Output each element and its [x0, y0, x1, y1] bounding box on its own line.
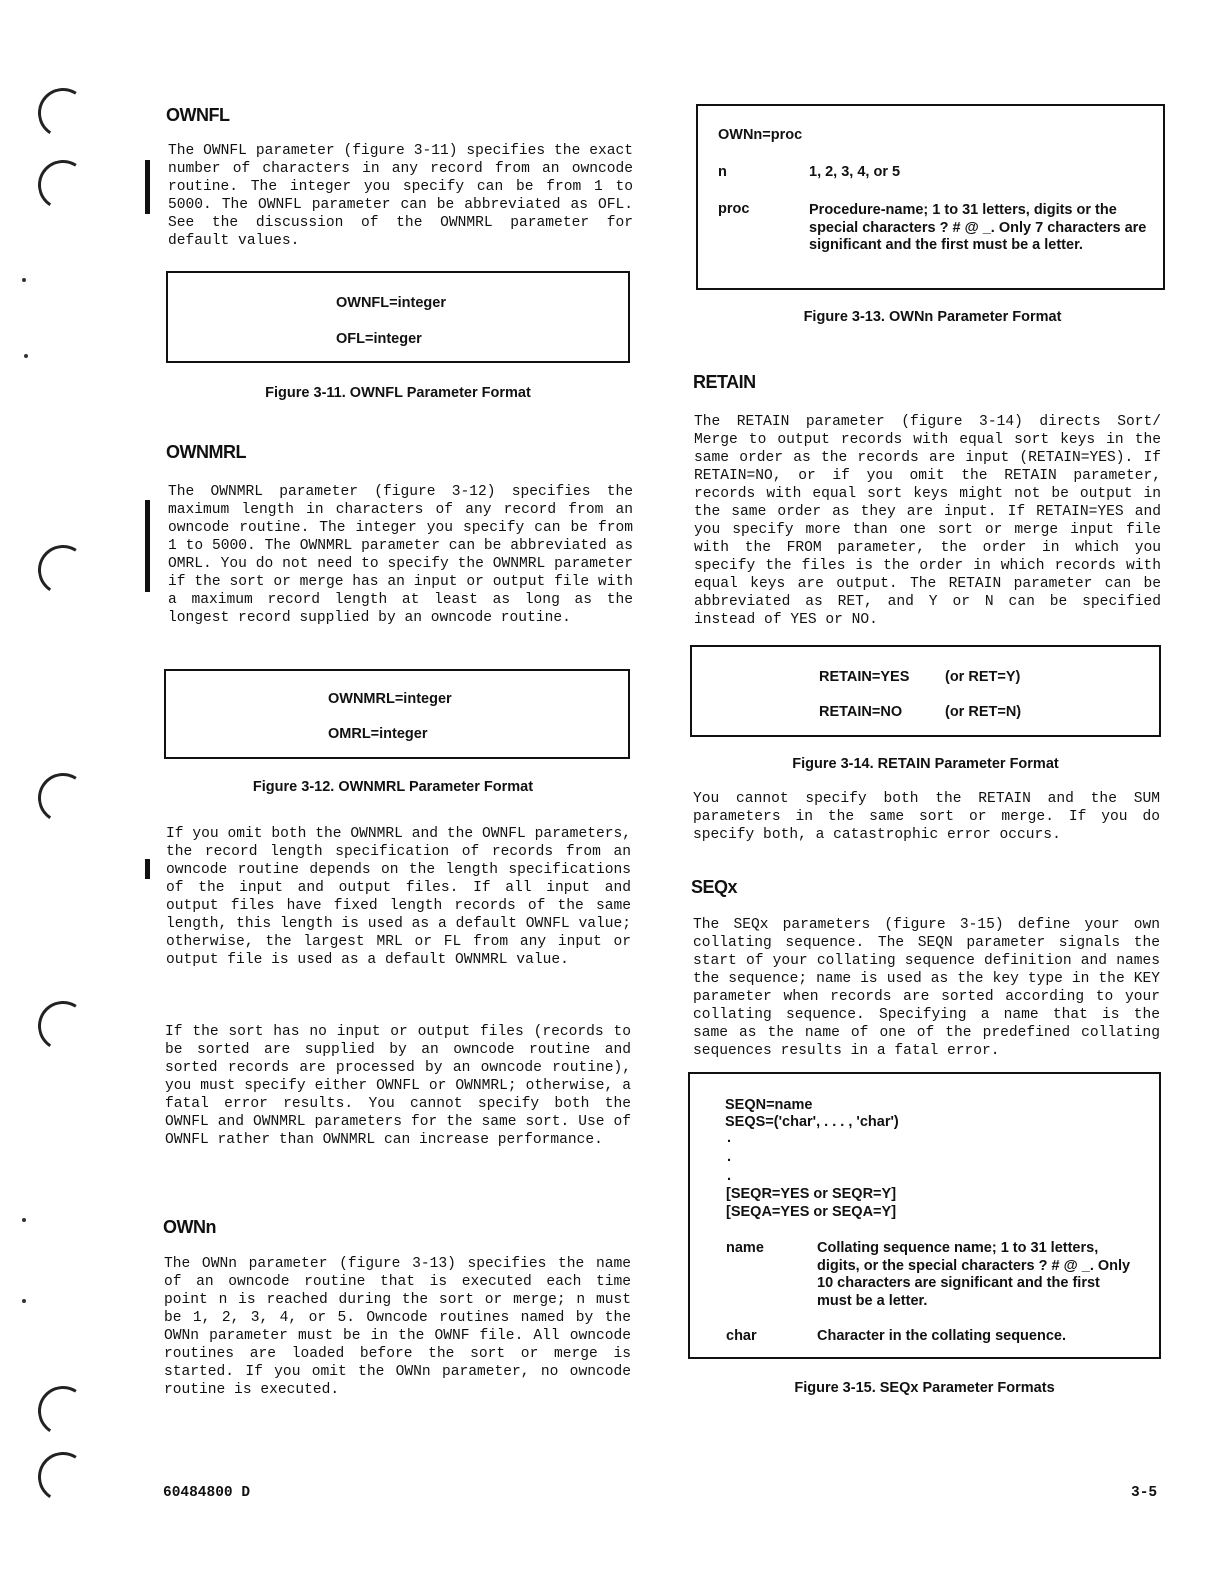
punch-hole-mark	[33, 155, 92, 214]
n-description: 1, 2, 3, 4, or 5	[809, 164, 901, 180]
punch-hole-mark	[33, 1381, 92, 1440]
margin-dot	[24, 354, 28, 358]
margin-dot	[22, 278, 26, 282]
figure-3-13-caption: Figure 3-13. OWNn Parameter Format	[803, 309, 1062, 325]
name-description: Collating sequence name; 1 to 31 letters, digits, or the special characters ? # @ _. Only 10 characters are significant and the first must be a letter.	[817, 1240, 1131, 1309]
seqx-heading: SEQx	[691, 877, 738, 897]
ownmrl-heading: OWNMRL	[166, 442, 246, 462]
continuation-dot: .	[727, 1149, 732, 1165]
proc-label: proc	[718, 201, 750, 217]
ownfl-format-line: OWNFL=integer	[336, 295, 446, 311]
ownfl-paragraph: The OWNFL parameter (figure 3-11) specifies the exact number of characters in any record from an owncode routine. The integer you specify can be from 1 to 5000. The OWNFL parameter can be abbreviated as OFL. See the discussion of the OWNMRL parameter for default values.	[168, 143, 633, 249]
char-description: Character in the collating sequence.	[817, 1328, 1066, 1344]
change-bar	[145, 859, 150, 879]
ownmrl-paragraph-2: If you omit both the OWNMRL and the OWNFL parameters, the record length specification of records from an owncode routine depends on the length specifications of the input and output files. If all input and output files have fixed length records of the same length, this length is used as a default OWNFL value; otherwise, the largest MRL or FL from any input or output file is used as a default OWNMRL value.	[166, 826, 631, 968]
figure-3-14-caption: Figure 3-14. RETAIN Parameter Format	[792, 756, 1059, 772]
margin-dot	[22, 1299, 26, 1303]
n-label: n	[718, 164, 727, 180]
ofl-format-line: OFL=integer	[336, 331, 422, 347]
omrl-format-line: OMRL=integer	[328, 726, 428, 742]
seqr-format-line: [SEQR=YES or SEQR=Y]	[726, 1186, 897, 1202]
ownmrl-paragraph-3: If the sort has no input or output files (records to be sorted are supplied by an owncode routine and sorted records are processed by an owncode routine), you must specify either OWNFL or OWNMRL; otherwise, a fatal error results. You cannot specify both the OWNFL and OWNMRL parameters for the same sort. Use of OWNFL rather than OWNMRL can increase performance.	[165, 1024, 631, 1148]
figure-3-12-caption: Figure 3-12. OWNMRL Parameter Format	[252, 779, 534, 795]
seqn-format-line: SEQN=name	[725, 1097, 813, 1113]
seqa-format-line: [SEQA=YES or SEQA=Y]	[726, 1204, 897, 1220]
seqs-format-line: SEQS=('char', . . . , 'char')	[725, 1114, 899, 1130]
continuation-dot: .	[727, 1130, 732, 1146]
punch-hole-mark	[33, 1447, 92, 1506]
change-bar	[145, 160, 150, 214]
punch-hole-mark	[33, 540, 92, 599]
retain-no-line: RETAIN=NO	[819, 704, 903, 720]
figure-3-11-caption: Figure 3-11. OWNFL Parameter Format	[265, 385, 531, 401]
continuation-dot: .	[727, 1168, 732, 1184]
ownn-format-line: OWNn=proc	[718, 127, 803, 143]
proc-description: Procedure-name; 1 to 31 letters, digits or the special characters ? # @ _. Only 7 characters are significant and the first must be a letter.	[809, 202, 1147, 253]
retain-paragraph-2: You cannot specify both the RETAIN and the SUM parameters in the same sort or merge. If you do specify both, a catastrophic error occurs.	[693, 791, 1160, 843]
change-bar	[145, 500, 150, 592]
figure-3-15-box	[688, 1072, 1161, 1359]
ownmrl-format-line: OWNMRL=integer	[328, 691, 452, 707]
seqx-paragraph: The SEQx parameters (figure 3-15) define your own collating sequence. The SEQN parameter signals the start of your collating sequence definition and names the sequence; name is used as the key type in the KEY parameter when records are sorted according to your collating sequence. Specifying a name that is the same as the name of one of the predefined collating sequences results in a fatal error.	[693, 917, 1160, 1059]
punch-hole-mark	[33, 83, 92, 142]
retain-heading: RETAIN	[693, 372, 756, 392]
retain-yes-alt: (or RET=Y)	[945, 669, 1021, 685]
figure-3-14-box	[690, 645, 1161, 737]
document-number: 60484800 D	[163, 1485, 251, 1501]
ownfl-heading: OWNFL	[166, 105, 230, 125]
char-label: char	[726, 1328, 757, 1344]
ownn-heading: OWNn	[163, 1217, 216, 1237]
figure-3-12-box	[164, 669, 630, 759]
margin-dot	[22, 1218, 26, 1222]
figure-3-13-box	[696, 104, 1165, 290]
figure-3-15-caption: Figure 3-15. SEQx Parameter Formats	[794, 1380, 1055, 1396]
page-number: 3-5	[1131, 1485, 1158, 1501]
name-label: name	[726, 1240, 764, 1256]
punch-hole-mark	[33, 996, 92, 1055]
retain-yes-line: RETAIN=YES	[819, 669, 910, 685]
punch-hole-mark	[33, 768, 92, 827]
retain-no-alt: (or RET=N)	[945, 704, 1022, 720]
retain-paragraph: The RETAIN parameter (figure 3-14) directs Sort/ Merge to output records with equal sort keys in the same order as the records are input (RETAIN=YES). If RETAIN=NO, or if you omit the RETAIN parameter, records with equal sort keys might not be output in the same order as they are input. If RETAIN=YES and you specify more than one sort or merge input file with the FROM parameter, the order in which you specify the files is the order in which records with equal keys are output. The RETAIN parameter can be abbreviated as RET, and Y or N can be specified instead of YES or NO.	[694, 414, 1161, 628]
ownn-paragraph: The OWNn parameter (figure 3-13) specifies the name of an owncode routine that is executed each time point n is reached during the sort or merge; n must be 1, 2, 3, 4, or 5. Owncode routines named by the OWNn parameter must be in the OWNF file. All owncode routines are loaded before the sort or merge is started. If you omit the OWNn parameter, no owncode routine is executed.	[164, 1256, 631, 1398]
figure-3-11-box	[166, 271, 630, 363]
ownmrl-paragraph: The OWNMRL parameter (figure 3-12) specifies the maximum length in characters of any record from an owncode routine. The integer you specify can be from 1 to 5000. The OWNMRL parameter can be abbreviated as OMRL. You do not need to specify the OWNMRL parameter if the sort or merge has an input or output file with a maximum record length at least as long as the longest record supplied by an owncode routine.	[168, 484, 633, 626]
